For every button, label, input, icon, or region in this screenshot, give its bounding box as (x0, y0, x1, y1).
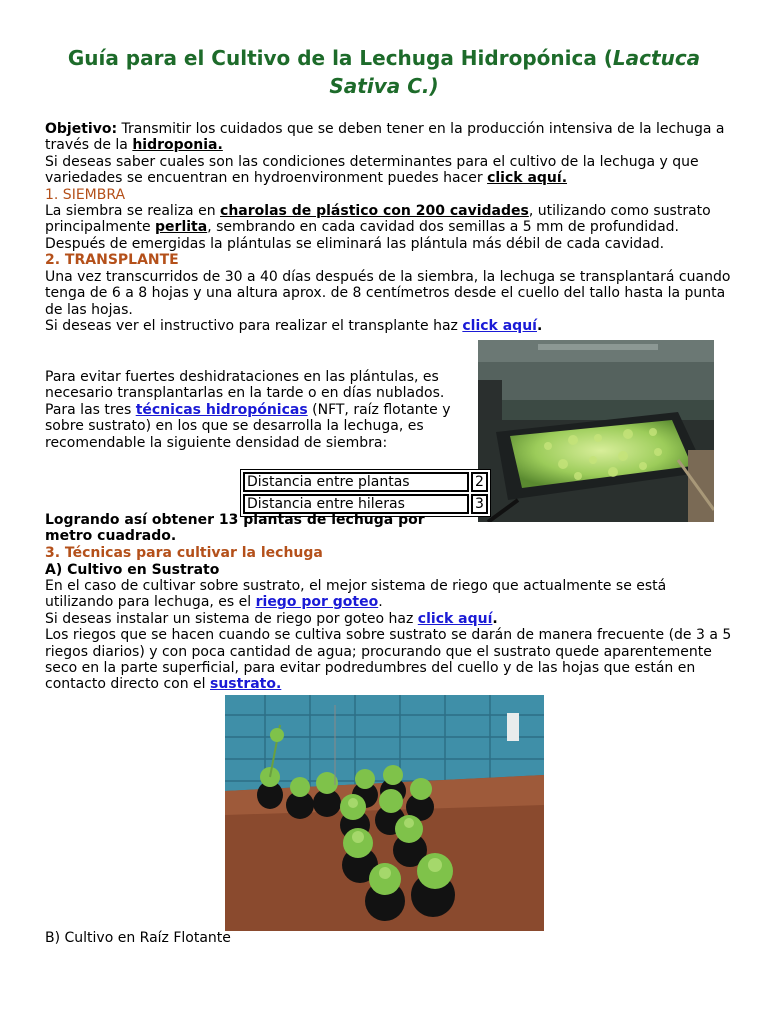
transplante-text: Una vez transcurridos de 30 a 40 días después de la siembra, la lechuga se transplantará cuando tenga de 6 a 8 hojas y una altura aprox. de 8 centímetros desde el cuello del tallo hasta la punta de las hojas. (45, 269, 731, 318)
riegos-text: Los riegos que se hacen cuando se cultiva sobre sustrato se darán de manera frecuente (de 3 a 5 riegos diarios) y con poca cantidad de agua; procurando que el sustrato quede aparentemente seco en la parte superficial, para evitar podredumbres del cuello y de las hojas que están en contacto directo con el (45, 627, 732, 693)
riego-end: . (378, 594, 383, 611)
instructivo-click-link[interactable]: click aquí (462, 318, 537, 335)
density-table (240, 469, 491, 517)
siembra-heading: 1. SIEMBRA (45, 187, 126, 203)
riego-goteo-link[interactable]: riego por goteo (255, 594, 379, 611)
perlita-link[interactable]: perlita (155, 219, 208, 236)
sustrato-paragraph (45, 578, 735, 693)
sustrato-link[interactable]: sustrato. (210, 676, 282, 693)
table-row (243, 472, 488, 492)
sustrato-subheading: A) Cultivo en Sustrato (45, 562, 220, 578)
title-main: Guía para el Cultivo de la Lechuga Hidropónica ( (67, 46, 613, 70)
evitar-paragraph (45, 369, 455, 451)
riego-text: En el caso de cultivar sobre sustrato, el mejor sistema de riego que actualmente se está utilizando para lechuga, es el (45, 578, 667, 611)
transplante-paragraph (45, 269, 735, 335)
table-row (243, 494, 488, 514)
instalar-click-link[interactable]: click aquí (417, 610, 493, 627)
potted-lettuce-photo (225, 695, 544, 931)
instructivo-text: Si deseas ver el instructivo para realizar el transplante haz (45, 318, 463, 335)
objective-text: Transmitir los cuidados que se deben tener en la producción intensiva de la lechuga a través de la (45, 121, 725, 154)
siembra-text-2: , utilizando como sustrato principalmente (45, 203, 711, 236)
siembra-text-3: , sembrando en cada cavidad dos semillas a 5 mm de profundidad. (207, 219, 679, 236)
logrando-text: Lograndо así obtener 13 plantas de lechuga por metro cuadrado. (45, 512, 425, 545)
siembra-text-1: La siembra se realiza en (45, 203, 221, 219)
instalar-text: Si deseas instalar un sistema de riego por goteo haz (45, 610, 418, 627)
conditions-paragraph (45, 154, 725, 187)
instalar-end: . (492, 610, 498, 627)
density-value-cell: 3 (471, 494, 488, 514)
siembra-paragraph (45, 203, 725, 252)
density-value-cell: 2 (471, 472, 488, 492)
transplante-heading: 2. TRANSPLANTE (45, 252, 179, 268)
page-title (40, 44, 728, 100)
title-italic: Lactuca Sativa C.) (329, 46, 701, 98)
density-label-cell: Distancia entre plantas (243, 472, 469, 492)
objective-label: Objetivo: (45, 121, 118, 137)
tecnicas-hidroponicas-link[interactable]: técnicas hidropónicas (135, 401, 308, 418)
hidroponia-link[interactable]: hidroponia. (132, 137, 223, 154)
density-label-cell: Distancia entre hileras (243, 494, 469, 514)
siembra-text-4: Después de emergidas la plántulas se eliminará las plántula más débil de cada cavidad. (45, 235, 665, 252)
instructivo-end: . (536, 318, 543, 335)
conditions-click-link[interactable]: click aquí. (487, 170, 568, 187)
objective-paragraph (45, 121, 735, 154)
evitar-text-1: Para evitar fuertes deshidrataciones en las plántulas, es necesario transplantarlas en la tarde o en días nublados. Para las tres (45, 369, 445, 418)
conditions-text: Si deseas saber cuales son las condiciones determinantes para el cultivo de la lechuga y que variedades se encuentran en hydroenvironment puedes hacer (45, 154, 699, 187)
tecnicas-heading: 3. Técnicas para cultivar la lechuga (45, 545, 323, 561)
seedling-tray-photo (478, 340, 714, 522)
charolas-link[interactable]: charolas de plástico con 200 cavidades (220, 203, 529, 219)
evitar-text-2: (NFT, raíz flotante y sobre sustrato) en los que se desarrolla la lechuga, es recomendable la siguiente densidad de siembra: (45, 401, 451, 451)
raiz-flotante-subheading: B) Cultivo en Raíz Flotante (45, 930, 231, 946)
